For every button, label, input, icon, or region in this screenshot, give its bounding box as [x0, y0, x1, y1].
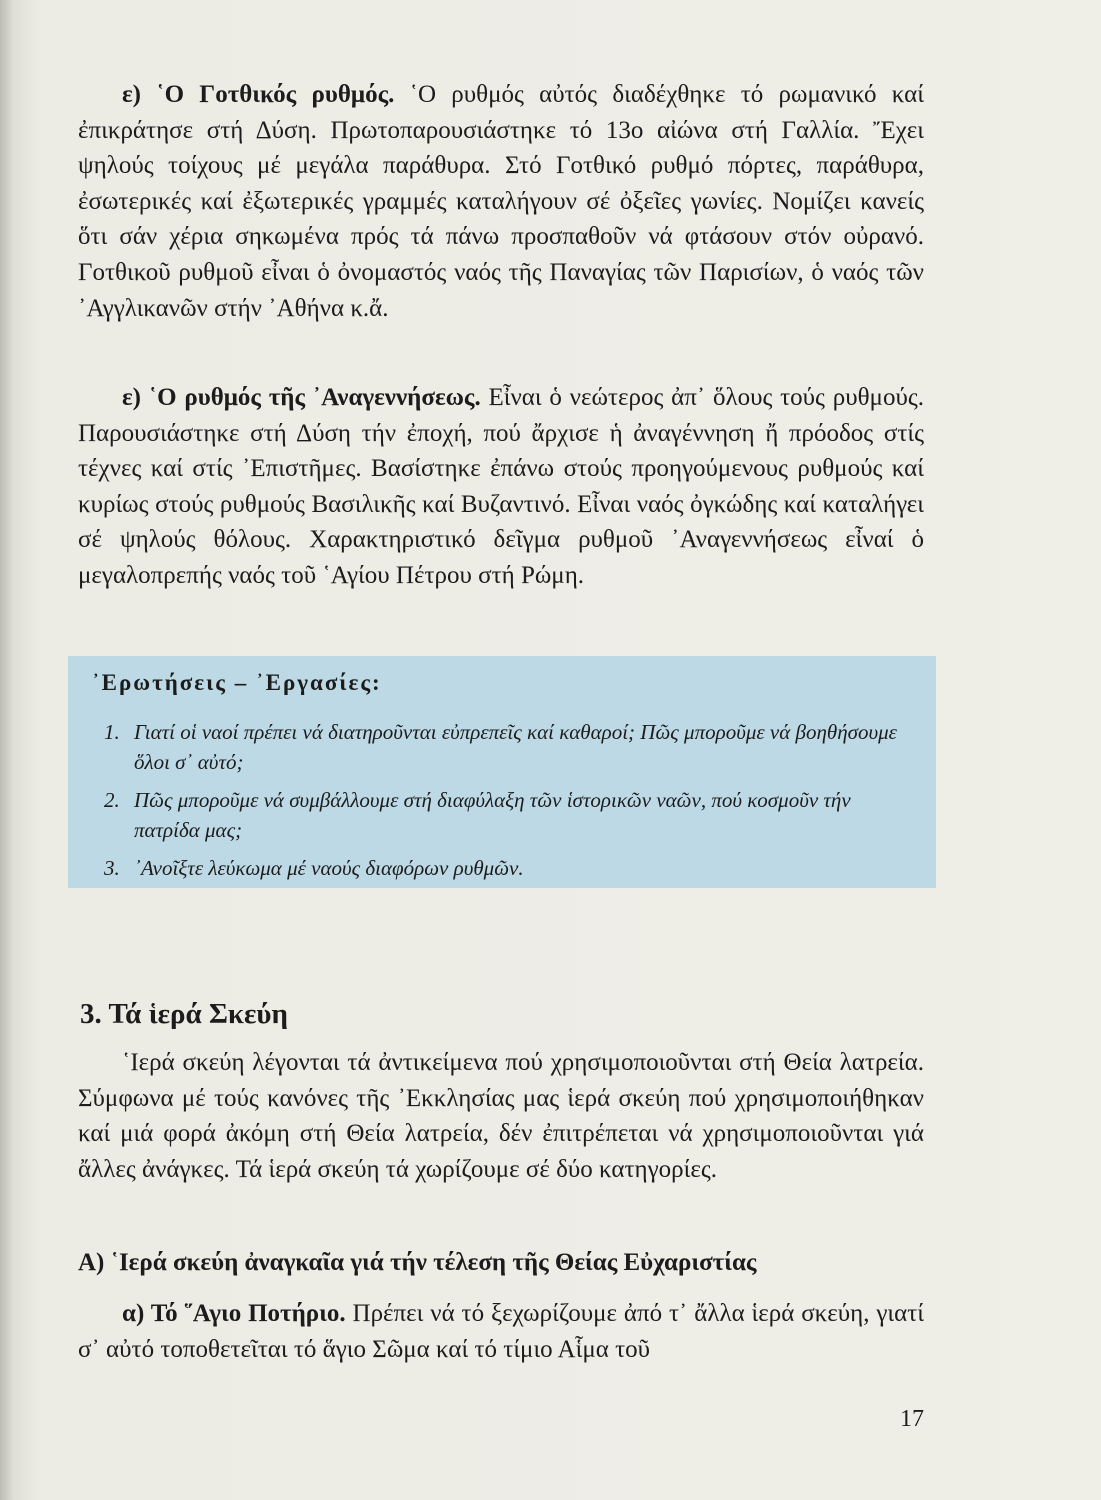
questions-list [104, 717, 904, 891]
text-chalice: Πρέπει νά τό ξεχωρίζουμε ἀπό τ᾿ ἄλλα ἱερά σκεύη, γιατί σ᾿ αὐτό τοποθετεῖται τό ἅγιο Σῶμα καί τό τίμιο Αἷμα τοῦ [78, 1300, 925, 1363]
section-vessels [78, 1045, 924, 1187]
section-chalice [78, 1296, 924, 1367]
question-number: 3. [104, 856, 120, 880]
page-number: 17 [900, 1406, 924, 1432]
heading-gothic: ε) ῾Ο Γοτθικός ρυθμός. [122, 81, 395, 108]
paragraph-gothic [78, 77, 924, 326]
page-edge [0, 0, 14, 1500]
section-renaissance [78, 380, 924, 594]
section-heading-vessels: 3. Τά ἱερά Σκεύη [80, 998, 288, 1030]
question-text: ᾿Ανοῖξτε λεύκωμα μέ ναούς διαφόρων ρυθμῶν. [134, 856, 524, 880]
heading-renaissance: ε) ῾Ο ρυθμός τῆς ᾿Αναγεννήσεως. [122, 384, 481, 411]
questions-title: ᾿Ερωτήσεις – ᾿Εργασίες: [92, 670, 382, 695]
text-renaissance: Εἶναι ὁ νεώτερος ἀπ᾿ ὅλους τούς ρυθμούς. Παρουσιάστηκε στή Δύση τήν ἐποχή, πού ἄρχισε ἡ ἀναγέννηση ἤ πρόοδος στίς τέχνες καί στίς ᾿Επιστῆμες. Βασίστηκε ἐπάνω στούς προηγούμενους ρυθμούς καί κυρίως στούς ρυθμούς Βασιλικῆς καί Βυζαντινό. Εἶναι ναός ὀγκώδης καί καταλήγει σέ ψηλούς θόλους. Χαρακτηριστικό δεῖγμα ρυθμοῦ ᾿Αναγεννήσεως εἶναί ὁ μεγαλοπρεπής ναός τοῦ ῾Αγίου Πέτρου στή Ρώμη. [78, 384, 924, 589]
text-gothic: ῾Ο ρυθμός αὐτός διαδέχθηκε τό ρωμανικό καί ἐπικράτησε στή Δύση. Πρωτοπαρουσιάστηκε τό 13ο αἰώνα στή Γαλλία. Ἔχει ψηλούς τοίχους μέ μεγάλα παράθυρα. Στό Γοτθικό ρυθμό πόρτες, παράθυρα, ἐσωτερικές καί ἐξωτερικές γραμμές καταλήγουν σέ ὀξεῖες γωνίες. Νομίζει κανείς ὅτι σάν χέρια σηκωμένα πρός τά πάνω προσπαθοῦν νά φτάσουν στόν οὐρανό. Γοτθικοῦ ρυθμοῦ εἶναι ὁ ὀνομαστός ναός τῆς Παναγίας τῶν Παρισίων, ὁ ναός τῶν ᾿Αγγλικανῶν στήν ᾿Αθήνα κ.ἄ. [78, 81, 924, 322]
paragraph-vessels: ῾Ιερά σκεύη λέγονται τά ἀντικείμενα πού χρησιμοποιοῦνται στή Θεία λατρεία. Σύμφωνα μέ τούς κανόνες τῆς ᾿Εκκλησίας μας ἱερά σκεύη πού χρησιμοποιήθηκαν καί μιά φορά ἀκόμη στή Θεία λατρεία, δέν ἐπιτρέπεται νά χρησιμοποιοῦνται γιά ἄλλες ἀνάγκες. Τά ἱερά σκεύη τά χωρίζουμε σέ δύο κατηγορίες. [78, 1049, 924, 1183]
section-gothic [78, 77, 924, 326]
subheading-vessels-a [78, 1245, 924, 1281]
question-number: 1. [104, 720, 120, 744]
subheading-text: Α) ῾Ιερά σκεύη ἀναγκαῖα γιά τήν τέλεση τῆς Θείας Εὐχαριστίας [78, 1249, 757, 1276]
question-item [104, 717, 904, 777]
heading-chalice: α) Τό ῞Αγιο Ποτήριο. [122, 1300, 346, 1327]
question-text: Γιατί οἱ ναοί πρέπει νά διατηροῦνται εὐπρεπεῖς καί καθαροί; Πῶς μποροῦμε νά βοηθήσουμε ὅλοι σ᾿ αὐτό; [134, 720, 897, 774]
question-number: 2. [104, 788, 120, 812]
question-text: Πῶς μποροῦμε νά συμβάλλουμε στή διαφύλαξη τῶν ἱστορικῶν ναῶν, πού κοσμοῦν τήν πατρίδα μας; [134, 788, 851, 842]
paragraph-renaissance [78, 380, 924, 594]
question-item [104, 785, 904, 845]
question-item [104, 853, 904, 883]
paragraph-chalice [78, 1296, 924, 1367]
